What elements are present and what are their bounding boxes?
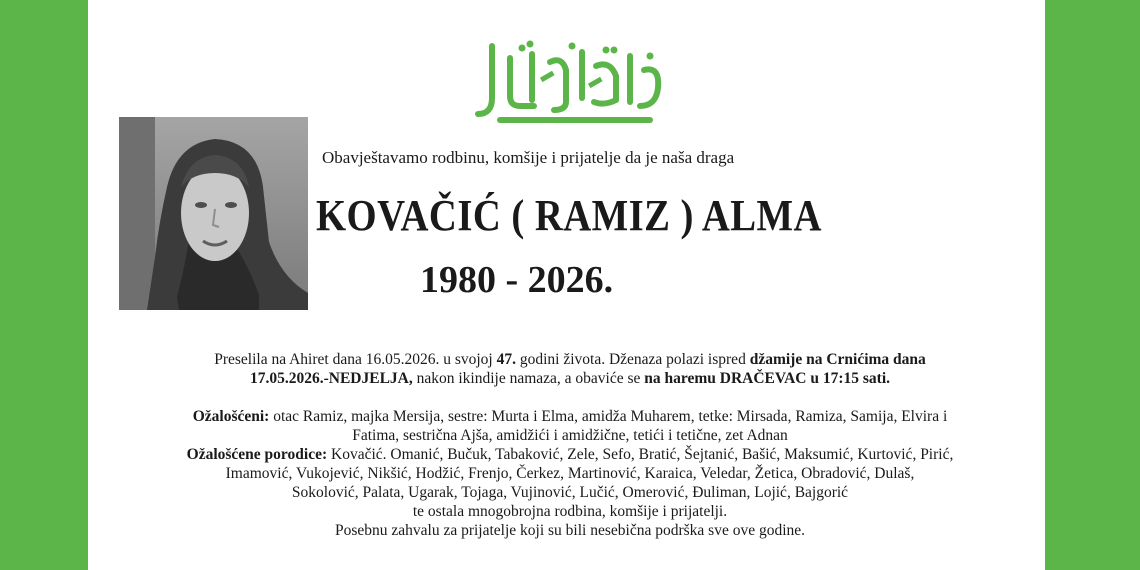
burial-place-time: na haremu DRAČEVAC u 17:15 sati. <box>644 370 891 387</box>
families-line-3: Sokolović, Palata, Ugarak, Tojaga, Vujinović, Lučić, Omerović, Đuliman, Lojić, Bajgorić <box>291 484 849 501</box>
green-frame-left <box>0 0 88 570</box>
mourners-text: otac Ramiz, majka Mersija, sestre: Murta i Elma, amidža Muharem, tetke: Mirsada, Ramiza, Samija, Elvira i <box>269 408 948 425</box>
mourners-section <box>100 407 1040 540</box>
thanks-line: Posebnu zahvalu za prijatelje koji su bili nesebična podrška sve ove godine. <box>334 522 806 539</box>
age-value: 47. <box>496 351 516 368</box>
mourners-line-1 <box>100 407 1040 426</box>
mourners-label: Ožalošćeni: <box>192 408 270 425</box>
announcement-line: Obavještavamo rodbinu, komšije i prijatelje da je naša draga <box>322 148 735 167</box>
families-line-1 <box>100 445 1040 464</box>
funeral-date: 17.05.2026.-NEDJELJA, <box>249 370 413 387</box>
arabic-calligraphy-icon <box>470 36 670 126</box>
details-line-2 <box>100 369 1040 388</box>
details-text: godini života. Dženaza polazi ispred <box>515 351 750 368</box>
families-line-2: Imamović, Vukojević, Nikšić, Hodžić, Frenjo, Čerkez, Martinović, Karaica, Veledar, Žetica, Obradović, Dulaš, <box>225 465 915 482</box>
details-line-1 <box>100 350 1040 369</box>
mourners-line-2: Fatima, sestrična Ajša, amidžići i amidžične, tetići i tetične, zet Adnan <box>352 427 788 444</box>
details-text: nakon ikindije namaza, a obaviće se <box>412 370 645 387</box>
life-years: 1980 - 2026. <box>420 259 614 301</box>
relatives-line: te ostala mnogobrojna rodbina, komšije i prijatelji. <box>412 503 728 520</box>
families-label: Ožalošćene porodice: <box>186 446 328 463</box>
portrait-photo <box>119 117 308 310</box>
deceased-name: KOVAČIĆ ( RAMIZ ) ALMA <box>316 191 822 240</box>
green-frame-right <box>1045 0 1140 570</box>
mosque-location: džamije na Crnićima dana <box>749 351 926 368</box>
families-text: Kovačić. Omanić, Bučuk, Tabaković, Zele, Sefo, Bratić, Šejtanić, Bašić, Maksumić, Kurtović, Pirić, <box>327 446 954 463</box>
funeral-details <box>100 350 1040 388</box>
details-text: Preselila na Ahiret dana 16.05.2026. u svojoj <box>214 351 497 368</box>
